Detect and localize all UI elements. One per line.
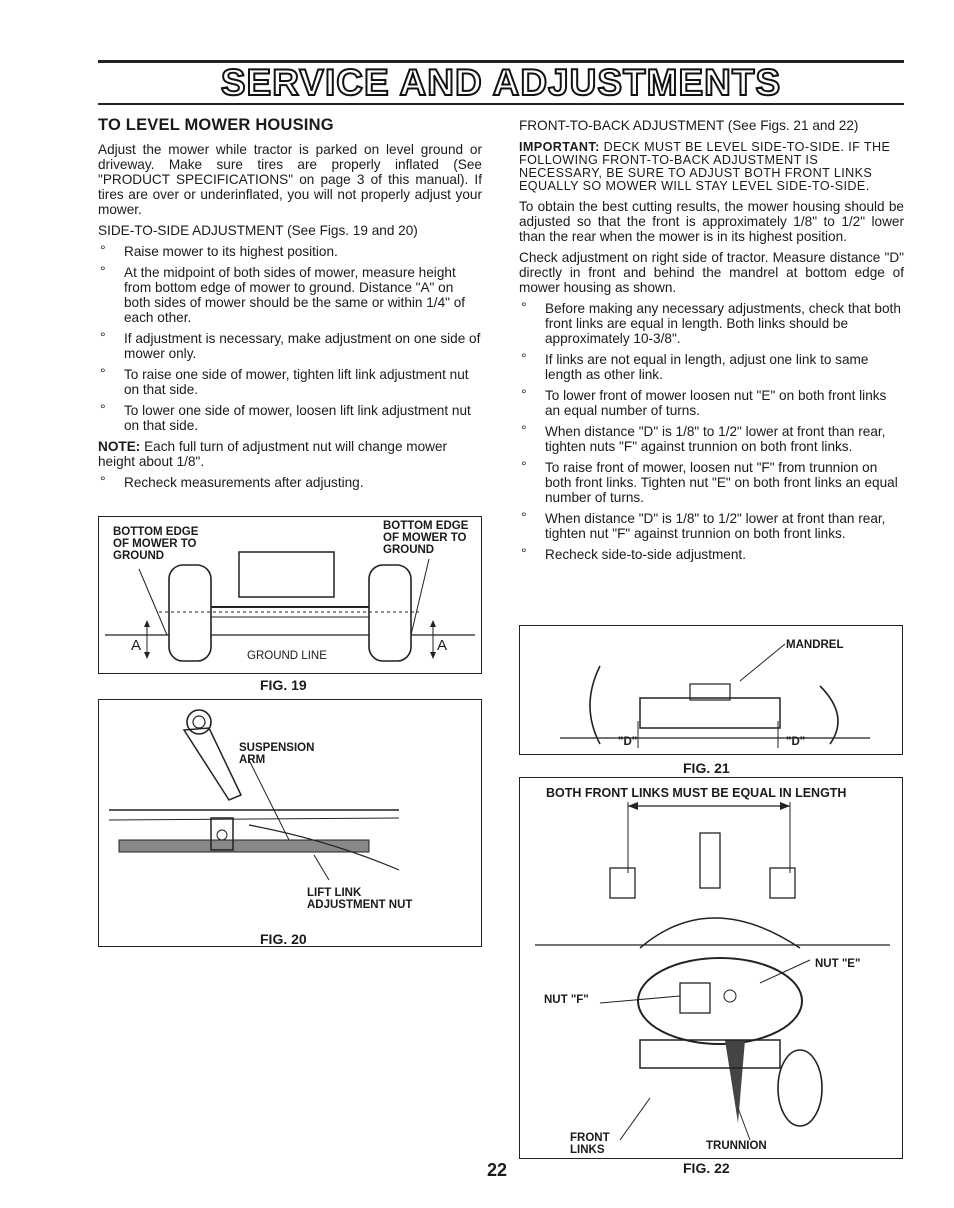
figure-21	[519, 625, 903, 755]
list-item: ° To raise one side of mower, tighten lift link adjustment nut on that side.	[98, 367, 482, 397]
suspension-arm-label: SUSPENSION ARM	[239, 742, 315, 766]
list-item: ° Recheck side-to-side adjustment.	[519, 547, 904, 562]
list-item: ° To lower front of mower loosen nut "E" on both front links an equal number of turns.	[519, 388, 904, 418]
side-to-side-steps	[98, 244, 482, 433]
bottom-edge-label-right: BOTTOM EDGE OF MOWER TO GROUND	[383, 520, 469, 556]
figure-22	[519, 777, 903, 1159]
note	[98, 439, 482, 469]
distance-d-front-label: "D"	[618, 736, 638, 748]
dimension-a-right: A	[437, 637, 448, 654]
section-heading: TO LEVEL MOWER HOUSING	[98, 116, 334, 134]
nut-f-label: NUT "F"	[544, 994, 589, 1006]
intro-paragraph: Adjust the mower while tractor is parked on level ground or driveway. Make sure tires are properly inflated (See "PRODUCT SPECIFICATIONS" on page 3 of this manual). If tires are over or underinflated, you will not properly adjust your mower.	[98, 142, 482, 217]
list-item: ° If adjustment is necessary, make adjustment on one side of mower only.	[98, 331, 482, 361]
side-to-side-subheading: SIDE-TO-SIDE ADJUSTMENT (See Figs. 19 and 20)	[98, 223, 418, 238]
list-item: ° To raise front of mower, loosen nut "F" from trunnion on both front links. Tighten nut "E" on both front links an equal number of turns.	[519, 460, 904, 505]
page-title: SERVICE AND ADJUSTMENTS	[220, 62, 782, 103]
left-column	[98, 118, 482, 496]
dimension-a-left: A	[131, 637, 142, 654]
suspension-arm-illustration	[99, 700, 481, 946]
note-label: NOTE:	[98, 439, 141, 454]
list-item: ° Recheck measurements after adjusting.	[98, 475, 482, 490]
front-to-back-steps	[519, 301, 904, 562]
lift-link-label: LIFT LINK ADJUSTMENT NUT	[307, 887, 413, 911]
list-item: ° If links are not equal in length, adjust one link to same length as other link.	[519, 352, 904, 382]
front-links-label: FRONT LINKS	[570, 1132, 610, 1156]
list-item: ° When distance "D" is 1/8" to 1/2" lower at front than rear, tighten nuts "F" against trunnion on both front links.	[519, 424, 904, 454]
page-number: 22	[487, 1160, 508, 1180]
figure-19	[98, 516, 482, 674]
figure-20	[98, 699, 482, 947]
nut-e-label: NUT "E"	[815, 958, 861, 970]
fig19-caption: FIG. 19	[260, 677, 307, 693]
note-text: Each full turn of adjustment nut will change mower height about 1/8".	[98, 439, 448, 469]
cutting-results-paragraph: To obtain the best cutting results, the mower housing should be adjusted so that the front is approximately 1/8" to 1/2" lower than the rear when the mower is in its highest position.	[519, 199, 904, 244]
distance-d-rear-label: "D"	[786, 736, 806, 748]
front-to-back-subheading: FRONT-TO-BACK ADJUSTMENT (See Figs. 21 and 22)	[519, 118, 859, 133]
right-column	[519, 118, 904, 568]
important-label: IMPORTANT:	[519, 140, 600, 154]
list-item: ° Raise mower to its highest position.	[98, 244, 482, 259]
recheck-step	[98, 475, 482, 490]
mandrel-illustration	[520, 626, 902, 754]
check-adjustment-paragraph: Check adjustment on right side of tractor. Measure distance "D" directly in front and behind the mandrel at bottom edge of mower housing as shown.	[519, 250, 904, 295]
important-notice	[519, 141, 904, 193]
list-item: ° To lower one side of mower, loosen lift link adjustment nut on that side.	[98, 403, 482, 433]
fig20-caption: FIG. 20	[260, 931, 307, 947]
list-item: ° Before making any necessary adjustments, check that both front links are equal in length. Both links should be approximately 10-3/8".	[519, 301, 904, 346]
list-item: ° When distance "D" is 1/8" to 1/2" lower at front than rear, tighten nut "F" against trunnion on both front links.	[519, 511, 904, 541]
important-text: DECK MUST BE LEVEL SIDE-TO-SIDE. IF THE FOLLOWING FRONT-TO-BACK ADJUSTMENT IS NECESSARY, BE SURE TO ADJUST BOTH FRONT LINKS EQUALLY SO MOWER WILL STAY LEVEL SIDE-TO-SIDE.	[519, 140, 891, 193]
equal-links-header: BOTH FRONT LINKS MUST BE EQUAL IN LENGTH	[546, 786, 847, 800]
trunnion-label: TRUNNION	[706, 1140, 767, 1152]
fig22-caption: FIG. 22	[683, 1160, 730, 1176]
fig21-caption: FIG. 21	[683, 760, 730, 776]
ground-line-label: GROUND LINE	[247, 650, 327, 662]
list-item: ° At the midpoint of both sides of mower, measure height from bottom edge of mower to ground. Distance "A" on both sides of mower should be the same or within 1/4" of each other.	[98, 265, 482, 325]
title-bottom-rule	[98, 103, 904, 105]
bottom-edge-label-left: BOTTOM EDGE OF MOWER TO GROUND	[113, 526, 199, 562]
mandrel-label: MANDREL	[786, 639, 844, 651]
